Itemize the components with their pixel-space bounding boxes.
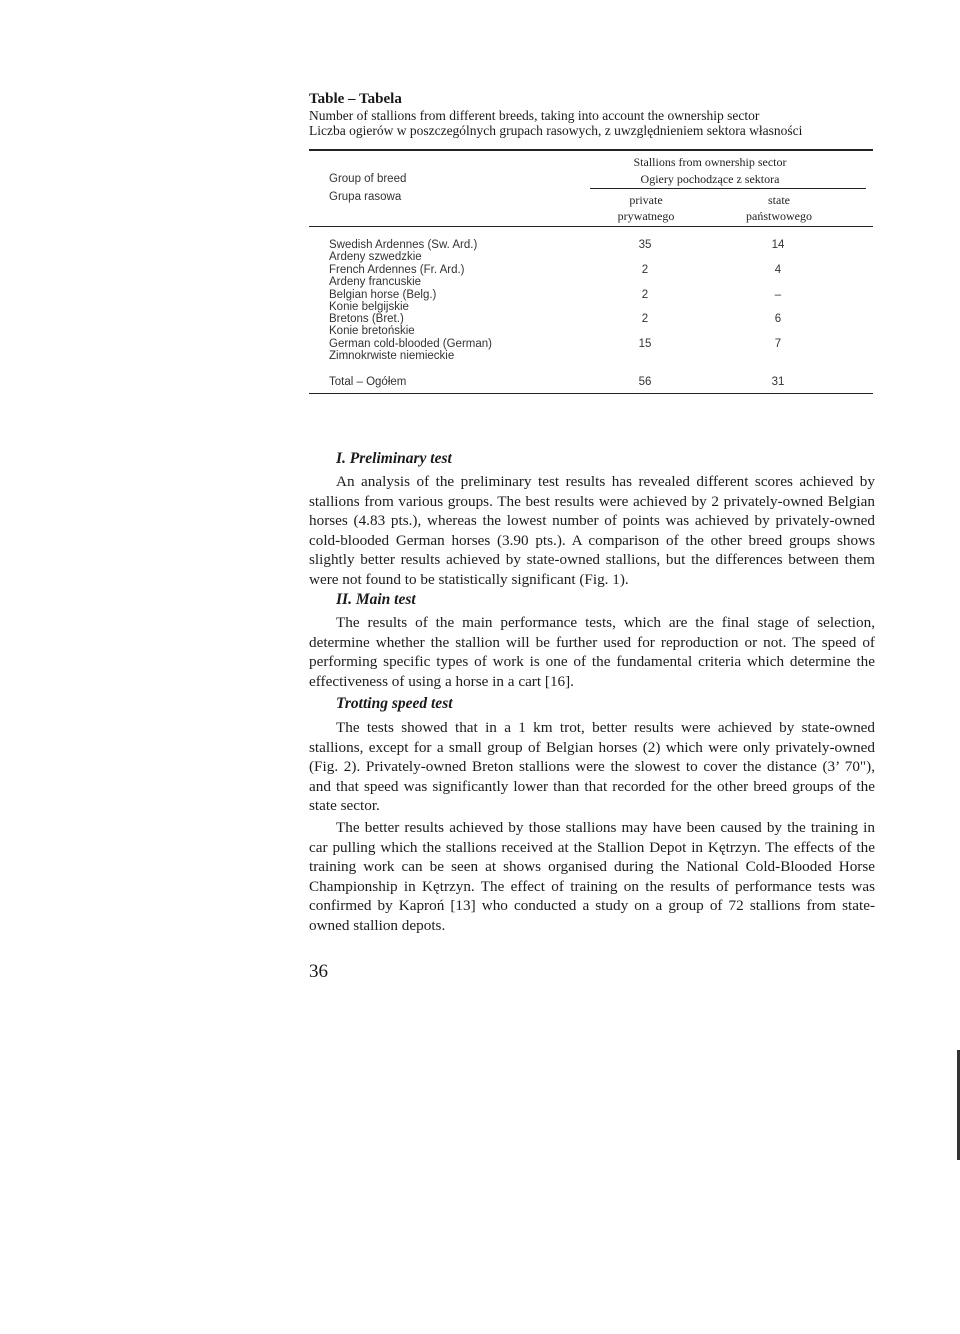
total-private: 56 <box>638 376 652 388</box>
row-breton-en: Bretons (Bret.) <box>329 313 404 325</box>
section-heading-preliminary: I. Preliminary test <box>336 450 452 467</box>
table-bottom-rule <box>309 393 873 394</box>
sector-header-pl: Ogiery pochodzące z sektora <box>640 172 780 186</box>
row-belgian-state: – <box>774 289 782 301</box>
section-heading-trotting: Trotting speed test <box>336 695 453 712</box>
row-french-pl: Ardeny francuskie <box>329 276 422 288</box>
paragraph-trotting-1: The tests showed that in a 1 km trot, better results were achieved by state-owned stallions, except for a small group of Belgian horses (2) which were only privately-owned (Fig. 2). Privately-owned Breton stallions were the slowest to cover the distance (3’ 70"), and that speed was significantly lower than that recorded for the other breed groups of the state sector. <box>309 719 875 815</box>
table-header-rule <box>309 226 873 227</box>
table-top-rule <box>309 149 873 151</box>
row-breton-state: 6 <box>774 313 782 325</box>
row-belgian-private: 2 <box>641 289 649 301</box>
row-belgian-pl: Konie belgijskie <box>329 301 409 313</box>
row-swedish-private: 35 <box>638 239 652 251</box>
row-german-private: 15 <box>638 338 652 350</box>
table-title: Table – Tabela <box>309 91 402 107</box>
state-header-pl: państwowego <box>746 209 812 223</box>
total-state: 31 <box>771 376 785 388</box>
row-belgian-en: Belgian horse (Belg.) <box>329 289 437 301</box>
row-breton-private: 2 <box>641 313 649 325</box>
state-header-en: state <box>768 193 790 207</box>
row-french-private: 2 <box>641 264 649 276</box>
row-swedish-state: 14 <box>771 239 785 251</box>
row-german-en: German cold-blooded (German) <box>329 338 492 350</box>
row-swedish-en: Swedish Ardennes (Sw. Ard.) <box>329 239 478 251</box>
section-heading-main: II. Main test <box>336 591 416 608</box>
sector-header-en: Stallions from ownership sector <box>633 155 787 169</box>
row-german-state: 7 <box>774 338 782 350</box>
group-header-en: Group of breed <box>329 173 407 185</box>
row-swedish-pl: Ardeny szwedzkie <box>329 251 422 263</box>
row-breton-pl: Konie bretońskie <box>329 325 415 337</box>
paragraph-preliminary: An analysis of the preliminary test results has revealed different scores achieved by stallions from various groups. The best results were achieved by 2 privately-owned Belgian horses (4.83 pts.), whereas the lowest number of points was achieved by privately-owned cold-blooded German horses (3.90 pts.). A comparison of the other breed groups shows slightly better results achieved by state-owned stallions, but the differences between them were not found to be statistically significant (Fig. 1). <box>309 473 875 588</box>
table-caption-pl: Liczba ogierów w poszczególnych grupach rasowych, z uwzględnieniem sektora własności <box>309 123 803 138</box>
row-french-state: 4 <box>774 264 782 276</box>
private-header-en: private <box>629 193 663 207</box>
paragraph-main: The results of the main performance tests, which are the final stage of selection, determine whether the stallion will be further used for reproduction or not. The speed of performing specific types of work is one of the fundamental criteria which determine the effectiveness of using a horse in a cart [16]. <box>309 614 875 690</box>
row-french-en: French Ardennes (Fr. Ard.) <box>329 264 465 276</box>
total-label: Total – Ogółem <box>329 376 407 388</box>
sector-underline <box>590 188 866 189</box>
page-number: 36 <box>309 961 328 982</box>
row-german-pl: Zimnokrwiste niemieckie <box>329 350 455 362</box>
paragraph-trotting-2: The better results achieved by those stallions may have been caused by the training in car pulling which the stallions received at the Stallion Depot in Kętrzyn. The effects of the training work can be seen at shows organised during the National Cold-Blooded Horse Championship in Kętrzyn. The effect of training on the results of performance tests was confirmed by Kaproń [13] who conducted a study on a group of 72 stallions from state-owned stallion depots. <box>309 819 875 934</box>
private-header-pl: prywatnego <box>617 209 675 223</box>
table-caption-en: Number of stallions from different breeds, taking into account the ownership sector <box>309 108 760 123</box>
group-header-pl: Grupa rasowa <box>329 191 402 203</box>
